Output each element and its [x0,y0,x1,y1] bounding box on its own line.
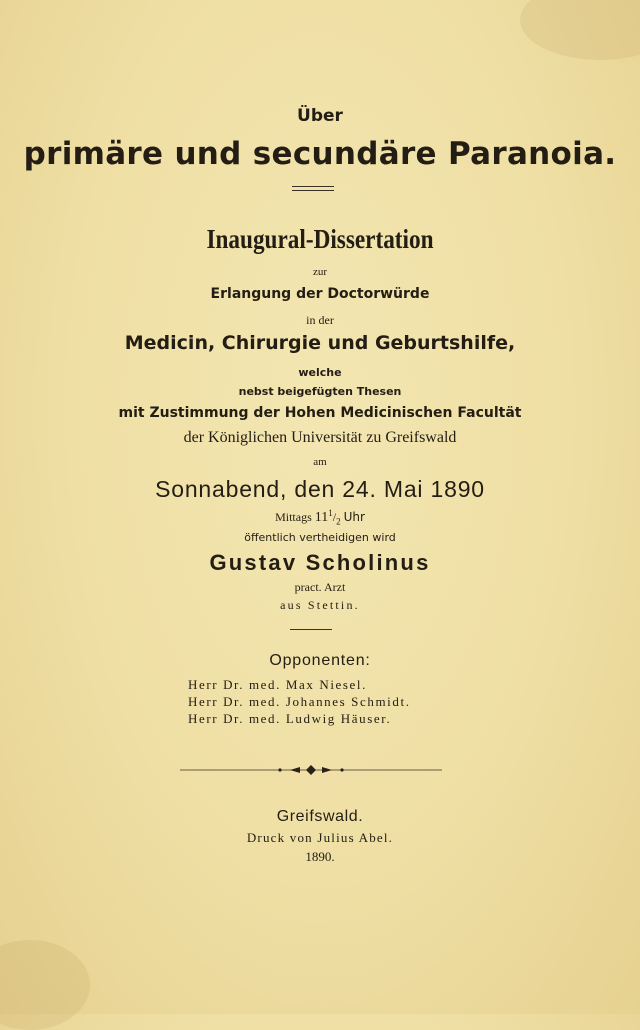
faculties-line: Medicin, Chirurgie und Geburtshilfe, [124,332,516,354]
author-title: pract. Arzt [294,580,346,594]
section-rule [290,629,332,630]
time-sub: 2 [336,516,341,527]
erlangung-text: Erlangung der Doctorwürde [210,286,430,302]
author-name: Gustav Scholinus [209,550,431,575]
paper-stain [0,940,90,1030]
universitaet-line: der Königlichen Universität zu Greifswald [183,429,457,446]
uhr-text: Uhr [343,510,365,524]
mittags-text: Mittags [275,510,312,524]
main-title: primäre und secundäre Paranoia. [23,136,617,172]
time-sup: 1 [328,508,333,518]
welche-text: welche [298,366,342,379]
dissertation-heading: Inaugural-Dissertation [206,224,434,254]
imprint-city: Greifswald. [276,808,364,825]
defend-text: öffentlich vertheidigen wird [244,531,396,544]
thesen-text: nebst beigefügten Thesen [238,385,402,398]
imprint-printer: Druck von Julius Abel. [246,830,394,845]
opponent-entry: Herr Dr. med. Max Niesel. [188,677,367,692]
defense-date: Sonnabend, den 24. Mai 1890 [155,476,485,502]
double-rule-top [292,186,334,187]
zustimmung-line: mit Zustimmung der Hohen Medicinischen Facultät [118,405,522,421]
time-line: Mittags $11^1/_2$ Uhr [275,508,365,527]
ornamental-divider [180,762,442,778]
imprint-year: 1890. [305,849,335,864]
author-origin: aus Stettin. [280,598,360,612]
opponents-list [188,676,411,727]
am-text: am [313,456,327,468]
opponent-entry: Herr Dr. med. Johannes Schmidt. [188,694,411,709]
opponent-entry: Herr Dr. med. Ludwig Häuser. [188,711,392,726]
paper-stain [520,0,640,60]
in-der-text: in der [306,313,334,327]
time-hours: 11 [314,510,329,525]
double-rule-bottom [292,190,334,191]
zur-text: zur [312,266,328,278]
opponents-heading: Opponenten: [269,652,371,669]
title-over: Über [297,106,343,126]
